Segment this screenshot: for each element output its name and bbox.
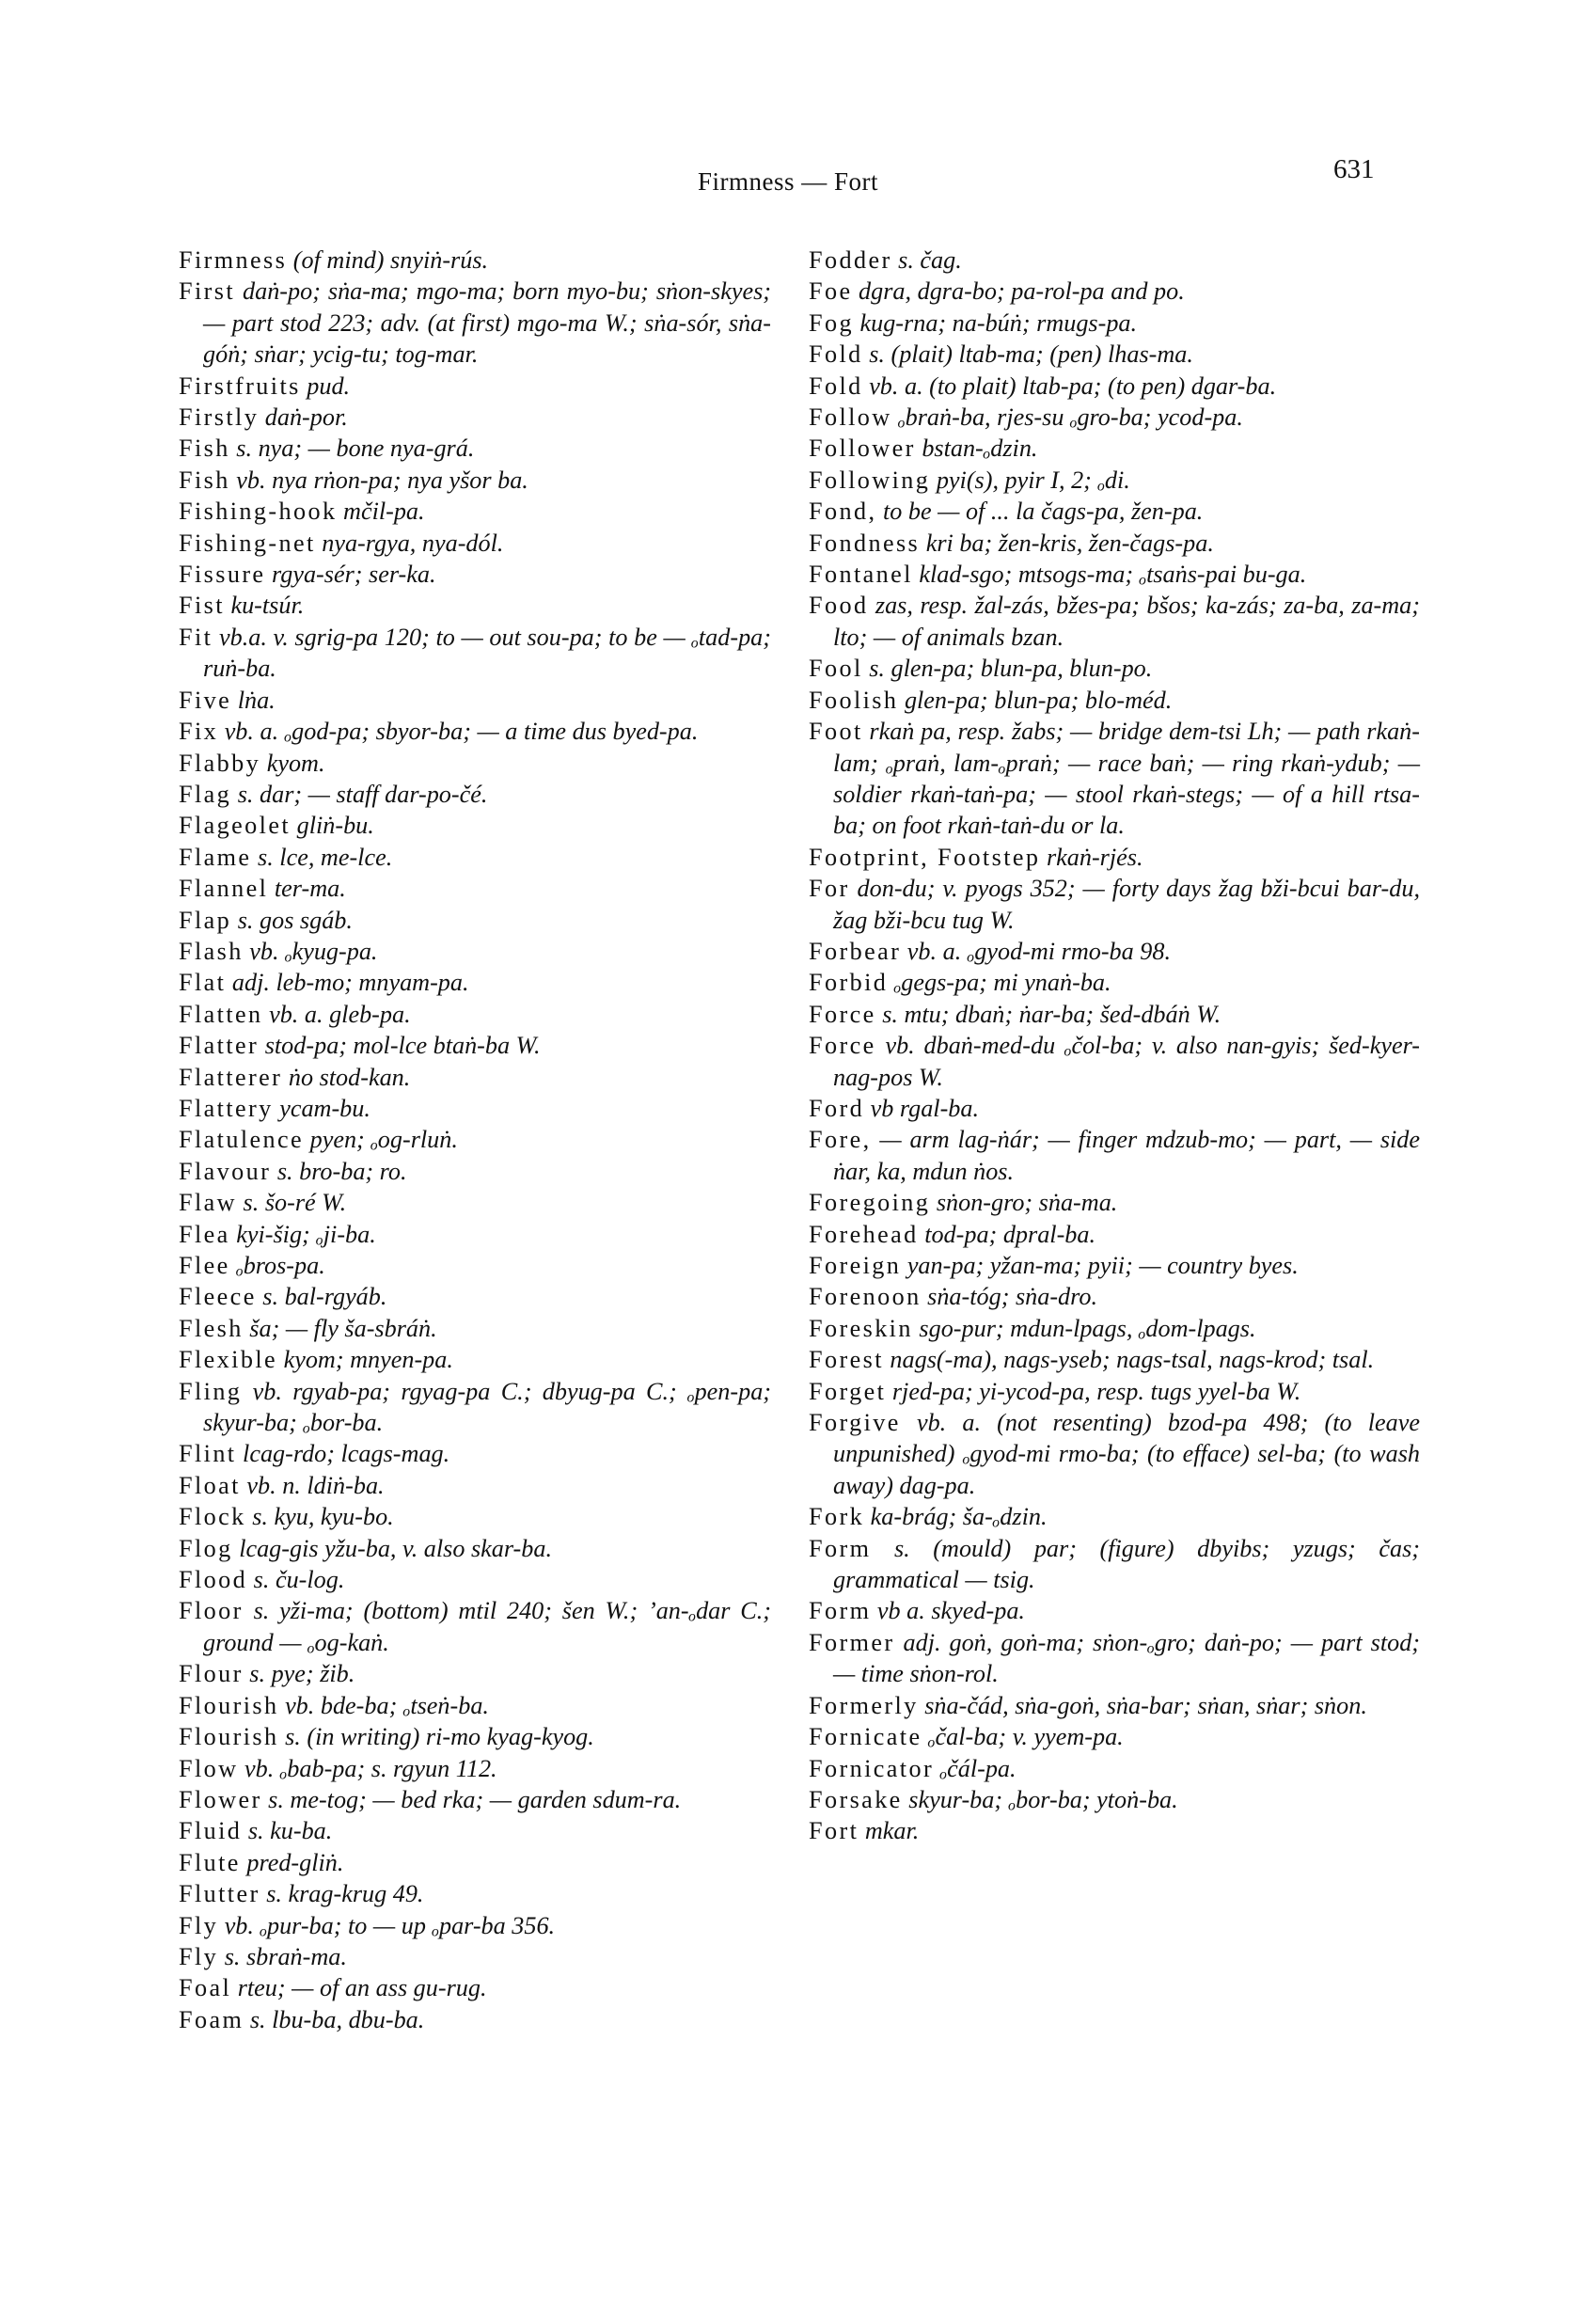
dictionary-entry [179, 1438, 771, 1469]
dictionary-entry [809, 308, 1420, 339]
entry-definition: vb. a. (not resenting) bzod-pa 498; (to leave unpunished) ₒgyod-mi rmo-ba; (to efface) sel-ba; (to wash away) dag-pa. [833, 1409, 1421, 1499]
entry-definition: kri ba; žen-kris, žen-čags-pa. [925, 529, 1214, 557]
dictionary-entry [809, 716, 1420, 842]
dictionary-entry [179, 371, 771, 402]
entry-definition: s. (plait) ltab-ma; (pen) lhas-ma. [869, 340, 1193, 369]
dictionary-entry [179, 1910, 771, 1941]
entry-headword: Fit [179, 623, 213, 651]
dictionary-entry [809, 402, 1420, 433]
entry-definition: vb. a. ₒgod-pa; sbyor-ba; — a time dus byed-pa. [224, 718, 699, 746]
entry-definition: ku-tsúr. [230, 592, 305, 620]
entry-definition: s. pye; žib. [249, 1660, 355, 1688]
entry-headword: Following [809, 466, 931, 494]
entry-headword: Flatterer [179, 1063, 283, 1091]
dictionary-entry [179, 1972, 771, 2003]
dictionary-entry [179, 999, 771, 1030]
entry-headword: Forgive [809, 1409, 901, 1437]
dictionary-entry [809, 999, 1420, 1030]
entry-definition: mkar. [864, 1817, 920, 1845]
entry-headword: Fish [179, 466, 230, 494]
entry-headword: Fishing-net [179, 529, 316, 557]
entry-definition: s. yži-ma; (bottom) mtil 240; šen W.; ’an-ₒdar C.; ground — ₒog-kaṅ. [203, 1597, 772, 1656]
dictionary-entry [179, 1564, 771, 1595]
entry-definition: vb. nya rṅon-pa; nya yšor ba. [236, 466, 528, 494]
running-header [0, 154, 1576, 205]
entry-definition: s. ču-log. [253, 1566, 345, 1594]
entry-definition: vb. bde-ba; ₒtseṅ-ba. [285, 1691, 489, 1719]
entry-definition: klad-sgo; mtsogs-ma; ₒtsaṅs-pai bu-ga. [919, 561, 1307, 589]
entry-headword: Foot [809, 718, 863, 746]
entry-headword: Flannel [179, 875, 269, 903]
entry-headword: Forenoon [809, 1283, 922, 1311]
entry-definition: zas, resp. žal-zás, bžes-pa; bšos; ka-zás; za-ba, za-ma; lto; — of animals bzan. [833, 592, 1420, 651]
entry-definition: nya-rgya, nya-dól. [322, 529, 504, 557]
entry-definition: s. glen-pa; blun-pa, blun-po. [869, 655, 1153, 683]
entry-headword: Forest [809, 1346, 884, 1374]
entry-headword: Fissure [179, 561, 266, 589]
entry-definition: pred-gliṅ. [246, 1848, 344, 1876]
entry-headword: Fold [809, 372, 863, 400]
entry-headword: Flame [179, 843, 252, 871]
entry-headword: Fluid [179, 1817, 243, 1845]
entry-headword: Flee [179, 1252, 230, 1279]
dictionary-entry [809, 339, 1420, 370]
entry-definition: vb rgal-ba. [870, 1094, 980, 1122]
entry-headword: Forsake [809, 1785, 903, 1813]
entry-headword: For [809, 875, 850, 903]
dictionary-entry [179, 779, 771, 810]
entry-headword: Form [809, 1597, 872, 1625]
entry-headword: Fornicator [809, 1754, 935, 1782]
page-number: 631 [1333, 154, 1375, 184]
dictionary-entry [179, 716, 771, 747]
dictionary-entry [809, 1407, 1420, 1501]
entry-definition: ka-brág; ša-ₒdzin. [870, 1503, 1048, 1531]
entry-definition: vb. ₒkyug-pa. [249, 937, 378, 965]
entry-headword: Forget [809, 1377, 887, 1405]
entry-definition: to be — of ... la čags-pa, žen-pa. [882, 498, 1204, 526]
dictionary-entry [179, 1941, 771, 1972]
entry-definition: lṅa. [237, 686, 276, 714]
entry-definition: kug-rna; na-búṅ; rmugs-pa. [859, 308, 1138, 337]
dictionary-entry [809, 1721, 1420, 1752]
header-title: Firmness — Fort [697, 167, 879, 196]
dictionary-entry [809, 590, 1420, 653]
entry-definition: vb. a. ₒgyod-mi rmo-ba 98. [906, 937, 1172, 965]
entry-headword: Food [809, 592, 869, 620]
entry-headword: Fond, [809, 498, 877, 526]
entry-definition: ycam-bu. [279, 1094, 370, 1122]
dictionary-entry [179, 433, 771, 464]
dictionary-entry [179, 465, 771, 496]
entry-definition: ₒčal-ba; v. yyem-pa. [928, 1723, 1124, 1751]
entry-definition: sṅa-tóg; sṅa-dro. [927, 1283, 1098, 1311]
entry-definition: lcag-gis yžu-ba, v. also skar-ba. [239, 1534, 553, 1562]
entry-definition: adj. goṅ, goṅ-ma; sṅon-ₒgro; daṅ-po; — part stod; — time sṅon-rol. [833, 1628, 1421, 1688]
entry-definition: s. nya; — bone nya-grá. [236, 435, 475, 463]
dictionary-entry [179, 1313, 771, 1344]
dictionary-entry [179, 842, 771, 873]
entry-headword: Fling [179, 1377, 243, 1405]
entry-headword: Fleece [179, 1283, 257, 1311]
entry-definition: s. bal-rgyáb. [262, 1283, 387, 1311]
entry-definition: s. sbraṅ-ma. [224, 1942, 347, 1970]
entry-definition: tod-pa; dpral-ba. [924, 1220, 1096, 1248]
entry-headword: Force [809, 1000, 876, 1028]
entry-headword: Fly [179, 1942, 219, 1970]
dictionary-entry [809, 276, 1420, 307]
entry-definition: — arm lag-ṅár; — finger mdzub-mo; — part, — side ṅar, ka, mdun ṅos. [833, 1126, 1421, 1185]
dictionary-entry [809, 433, 1420, 464]
entry-headword: Fog [809, 308, 854, 337]
entry-headword: Fork [809, 1503, 865, 1531]
dictionary-entry [179, 810, 771, 841]
entry-headword: Flock [179, 1503, 246, 1531]
entry-headword: Flatulence [179, 1126, 305, 1154]
dictionary-entry [179, 276, 771, 370]
dictionary-entry [179, 1878, 771, 1909]
entry-definition: s. bro-ba; ro. [276, 1157, 407, 1185]
dictionary-entry [809, 528, 1420, 559]
entry-headword: Foregoing [809, 1189, 931, 1217]
entry-definition: ₒgegs-pa; mi ynaṅ-ba. [893, 969, 1111, 997]
entry-definition: kyom. [266, 749, 325, 777]
entry-definition: s. mtu; dbaṅ; ṅar-ba; šed-dbáṅ W. [882, 1000, 1221, 1028]
entry-headword: Foreskin [809, 1314, 913, 1342]
dictionary-entry [179, 1030, 771, 1061]
entry-headword: Fodder [809, 246, 892, 274]
dictionary-entry [809, 1250, 1420, 1281]
entry-definition: s. dar; — staff dar-po-čé. [237, 780, 488, 808]
dictionary-entry [179, 1690, 771, 1721]
dictionary-entry [809, 967, 1420, 998]
entry-headword: Fold [809, 340, 863, 369]
dictionary-entry [179, 1062, 771, 1093]
entry-definition: s. čag. [898, 246, 962, 274]
dictionary-entry [179, 1376, 771, 1439]
entry-headword: Forbid [809, 969, 889, 997]
dictionary-entry [179, 905, 771, 936]
dictionary-entry [809, 1281, 1420, 1312]
dictionary-entry [809, 1753, 1420, 1784]
entry-headword: Fondness [809, 529, 921, 557]
dictionary-entry [179, 622, 771, 685]
entry-definition: vb. dbaṅ-med-du ₒčol-ba; v. also nan-gyis; šed-kyer-nag-pos W. [833, 1032, 1420, 1091]
entry-headword: Fore, [809, 1126, 872, 1154]
entry-definition: rgya-sér; ser-ka. [272, 561, 436, 589]
entry-definition: s. lce, me-lce. [258, 843, 393, 871]
entry-definition: s. kyu, kyu-bo. [252, 1503, 394, 1531]
entry-definition: sgo-pur; mdun-lpags, ₒdom-lpags. [919, 1314, 1256, 1342]
entry-definition: s. ku-ba. [247, 1817, 333, 1845]
dictionary-entry [179, 559, 771, 590]
entry-definition: rkaṅ pa, resp. žabs; — bridge dem-tsi Lh; — path rkaṅ-lam; ₒpraṅ, lam-ₒpraṅ; — race baṅ; — ring rkaṅ-ydub; — soldier rkaṅ-taṅ-pa; — stool rkaṅ-stegs; — of a hill rtsa-ba; on foot rkaṅ-taṅ-du or la. [833, 718, 1420, 840]
dictionary-entry [809, 1124, 1420, 1187]
entry-definition: s. šo-ré W. [243, 1189, 347, 1217]
entry-headword: Foreign [809, 1252, 902, 1279]
entry-definition: s. krag-krug 49. [266, 1880, 424, 1908]
entry-headword: Fornicate [809, 1723, 922, 1751]
entry-headword: Flood [179, 1566, 248, 1594]
dictionary-entry [179, 1156, 771, 1187]
entry-definition: vb.a. v. sgrig-pa 120; to — out sou-pa; to be — ₒtad-pa; ruṅ-ba. [203, 623, 771, 683]
entry-headword: Flavour [179, 1157, 272, 1185]
dictionary-entry [809, 1501, 1420, 1532]
entry-definition: nags(-ma), nags-yseb; nags-tsal, nags-krod; tsal. [890, 1346, 1375, 1374]
dictionary-entry [809, 559, 1420, 590]
dictionary-entry [809, 842, 1420, 873]
entry-definition: s. gos sgáb. [237, 906, 353, 934]
dictionary-entry [179, 1595, 771, 1658]
entry-headword: Flourish [179, 1691, 279, 1719]
entry-headword: Follow [809, 403, 892, 432]
entry-definition: yan-pa; yžan-ma; pyii; — country byes. [906, 1252, 1299, 1279]
entry-definition: adj. leb-mo; mnyam-pa. [231, 969, 469, 997]
entry-definition: (of mind) snyiṅ-rús. [292, 246, 489, 274]
entry-definition: sṅon-gro; sṅa-ma. [936, 1189, 1118, 1217]
entry-headword: Fool [809, 655, 863, 683]
dictionary-entry [179, 1093, 771, 1124]
entry-headword: Flap [179, 906, 232, 934]
dictionary-entry [179, 936, 771, 967]
dictionary-entry [179, 2004, 771, 2035]
entry-definition: s. me-tog; — bed rka; — garden sdum-ra. [268, 1785, 682, 1813]
entry-headword: Firmness [179, 246, 288, 274]
entry-definition: kyi-šig; ₒji-ba. [236, 1220, 376, 1248]
entry-headword: Firstly [179, 403, 260, 432]
entry-headword: Forehead [809, 1220, 919, 1248]
entry-definition: don-du; v. pyogs 352; — forty days žag bži-bcui bar-du, žag bži-bcu tug W. [833, 875, 1420, 934]
entry-definition: vb. a. (to plait) ltab-pa; (to pen) dgar-ba. [869, 372, 1277, 400]
dictionary-entry [809, 1533, 1420, 1596]
entry-definition: skyur-ba; ₒbor-ba; ytoṅ-ba. [908, 1785, 1178, 1813]
dictionary-entry [809, 1784, 1420, 1815]
dictionary-entry [179, 1533, 771, 1564]
entry-headword: Forbear [809, 937, 902, 965]
entry-headword: Foolish [809, 686, 899, 714]
entry-headword: Formerly [809, 1691, 919, 1719]
dictionary-entry [179, 1281, 771, 1312]
entry-headword: Fist [179, 592, 225, 620]
dictionary-entry [179, 1501, 771, 1532]
entry-headword: Foal [179, 1974, 232, 2002]
entry-definition: vb a. skyed-pa. [876, 1597, 1025, 1625]
entry-headword: Flute [179, 1848, 241, 1876]
entry-headword: Ford [809, 1094, 865, 1122]
entry-definition: s. (in writing) ri-mo kyag-kyog. [285, 1723, 594, 1751]
entry-headword: Flageolet [179, 812, 292, 840]
dictionary-entry [179, 873, 771, 904]
dictionary-entry [179, 685, 771, 716]
entry-headword: Fix [179, 718, 219, 746]
entry-definition: dgra, dgra-bo; pa-rol-pa and po. [859, 277, 1185, 306]
entry-headword: Flag [179, 780, 232, 808]
entry-headword: Flour [179, 1660, 244, 1688]
dictionary-entry [809, 1815, 1420, 1846]
dictionary-entry [179, 496, 771, 527]
entry-definition: ša; — fly ša-sbráṅ. [249, 1314, 437, 1342]
entry-headword: Flash [179, 937, 244, 965]
entry-headword: Flint [179, 1440, 237, 1468]
dictionary-entry [809, 1030, 1420, 1093]
entry-headword: Fishing-hook [179, 498, 338, 526]
dictionary-entry [809, 873, 1420, 936]
entry-definition: lcag-rdo; lcags-mag. [243, 1440, 450, 1468]
entry-definition: pud. [307, 372, 351, 400]
entry-headword: Floor [179, 1597, 244, 1625]
dictionary-entry [179, 1219, 771, 1250]
dictionary-entry [179, 245, 771, 276]
entry-headword: Fly [179, 1911, 219, 1939]
entry-definition: vb. n. ldiṅ-ba. [246, 1471, 385, 1499]
dictionary-entry [179, 967, 771, 998]
entry-definition: vb. ₒbab-pa; s. rgyun 112. [244, 1754, 497, 1782]
dictionary-entry [179, 1658, 771, 1689]
dictionary-entry [179, 1470, 771, 1501]
dictionary-entry [809, 245, 1420, 276]
entry-definition: pyi(s), pyir I, 2; ₒdi. [936, 466, 1130, 494]
dictionary-entry [179, 1721, 771, 1752]
entry-definition: mčil-pa. [343, 498, 425, 526]
entry-headword: Float [179, 1471, 241, 1499]
dictionary-entry [809, 1344, 1420, 1375]
dictionary-entry [179, 1815, 771, 1846]
entry-definition: s. (mould) par; (figure) dbyibs; yzugs; čas; grammatical — tsig. [833, 1534, 1421, 1594]
entry-headword: Flow [179, 1754, 239, 1782]
entry-definition: ₒbros-pa. [236, 1252, 325, 1279]
entry-definition: vb. a. gleb-pa. [269, 1000, 411, 1028]
entry-definition: s. lbu-ba, dbu-ba. [249, 2005, 425, 2033]
dictionary-entry [809, 465, 1420, 496]
dictionary-entry [179, 1187, 771, 1218]
entry-definition: vb. rgyab-pa; rgyag-pa C.; dbyug-pa C.; ₒpen-pa; skyur-ba; ₒbor-ba. [203, 1377, 772, 1437]
entry-definition: bstan-ₒdzin. [922, 435, 1038, 463]
dictionary-entry [809, 1376, 1420, 1407]
dictionary-entry [809, 1219, 1420, 1250]
entry-definition: glen-pa; blun-pa; blo-méd. [904, 686, 1173, 714]
entry-headword: Flea [179, 1220, 230, 1248]
entry-headword: Fish [179, 435, 230, 463]
entry-headword: Flower [179, 1785, 262, 1813]
entry-headword: Flexible [179, 1346, 278, 1374]
entry-definition: rjed-pa; yi-ycod-pa, resp. tugs yyel-ba W. [891, 1377, 1301, 1405]
dictionary-entry [809, 1595, 1420, 1626]
entry-definition: ṅo stod-kan. [288, 1063, 411, 1091]
entry-definition: rteu; — of an ass gu-rug. [237, 1974, 487, 2002]
entry-definition: sṅa-čád, sṅa-goṅ, sṅa-bar; sṅan, sṅar; sṅon. [924, 1691, 1367, 1719]
dictionary-entry [179, 402, 771, 433]
dictionary-entry [809, 1187, 1420, 1218]
dictionary-entry [179, 1847, 771, 1878]
entry-definition: vb. ₒpur-ba; to — up ₒpar-ba 356. [224, 1911, 556, 1939]
entry-definition: gliṅ-bu. [296, 812, 374, 840]
dictionary-entry [179, 748, 771, 779]
entry-definition: stod-pa; mol-lce btaṅ-ba W. [264, 1032, 541, 1060]
entry-definition: daṅ-por. [264, 403, 348, 432]
entry-headword: Flatten [179, 1000, 263, 1028]
entry-headword: Form [809, 1534, 872, 1562]
entry-definition: rkaṅ-rjés. [1046, 843, 1143, 871]
entry-headword: Flaw [179, 1189, 237, 1217]
entry-headword: First [179, 277, 236, 306]
entry-definition: ₒčál-pa. [939, 1754, 1017, 1782]
right-column [809, 245, 1420, 1847]
entry-headword: Flog [179, 1534, 233, 1562]
entry-headword: Follower [809, 435, 916, 463]
entry-definition: ter-ma. [274, 875, 346, 903]
entry-headword: Flourish [179, 1723, 279, 1751]
dictionary-entry [809, 653, 1420, 684]
entry-definition: kyom; mnyen-pa. [283, 1346, 453, 1374]
left-column [179, 245, 771, 2035]
entry-headword: Footprint, Footstep [809, 843, 1041, 871]
entry-definition: daṅ-po; sṅa-ma; mgo-ma; born myo-bu; sṅon-skyes; — part stod 223; adv. (at first) mgo-ma W.; sṅa-sór, sṅa-góṅ; sṅar; ycig-tu; tog-mar. [203, 277, 771, 369]
entry-headword: Flutter [179, 1880, 260, 1908]
dictionary-entry [809, 1313, 1420, 1344]
dictionary-entry [179, 528, 771, 559]
entry-headword: Fort [809, 1817, 859, 1845]
entry-headword: Firstfruits [179, 372, 301, 400]
dictionary-entry [809, 685, 1420, 716]
entry-headword: Flattery [179, 1094, 274, 1122]
entry-headword: Fontanel [809, 561, 913, 589]
dictionary-entry [179, 1344, 771, 1375]
dictionary-entry [179, 1784, 771, 1815]
dictionary-entry [809, 936, 1420, 967]
entry-headword: Flatter [179, 1032, 260, 1060]
entry-headword: Five [179, 686, 232, 714]
dictionary-entry [179, 1124, 771, 1155]
dictionary-entry [179, 1250, 771, 1281]
entry-headword: Foe [809, 277, 853, 306]
dictionary-entry [809, 371, 1420, 402]
dictionary-entry [809, 496, 1420, 527]
entry-headword: Flabby [179, 749, 261, 777]
dictionary-entry [809, 1093, 1420, 1124]
entry-headword: Former [809, 1628, 895, 1656]
entry-definition: ₒbraṅ-ba, rjes-su ₒgro-ba; ycod-pa. [898, 403, 1243, 432]
entry-headword: Foam [179, 2005, 244, 2033]
dictionary-entry [179, 1753, 771, 1784]
entry-definition: pyen; ₒog-rluṅ. [309, 1126, 458, 1154]
dictionary-entry [809, 1690, 1420, 1721]
entry-headword: Flesh [179, 1314, 244, 1342]
entry-headword: Flat [179, 969, 227, 997]
dictionary-entry [179, 590, 771, 621]
entry-headword: Force [809, 1032, 876, 1060]
dictionary-entry [809, 1627, 1420, 1690]
